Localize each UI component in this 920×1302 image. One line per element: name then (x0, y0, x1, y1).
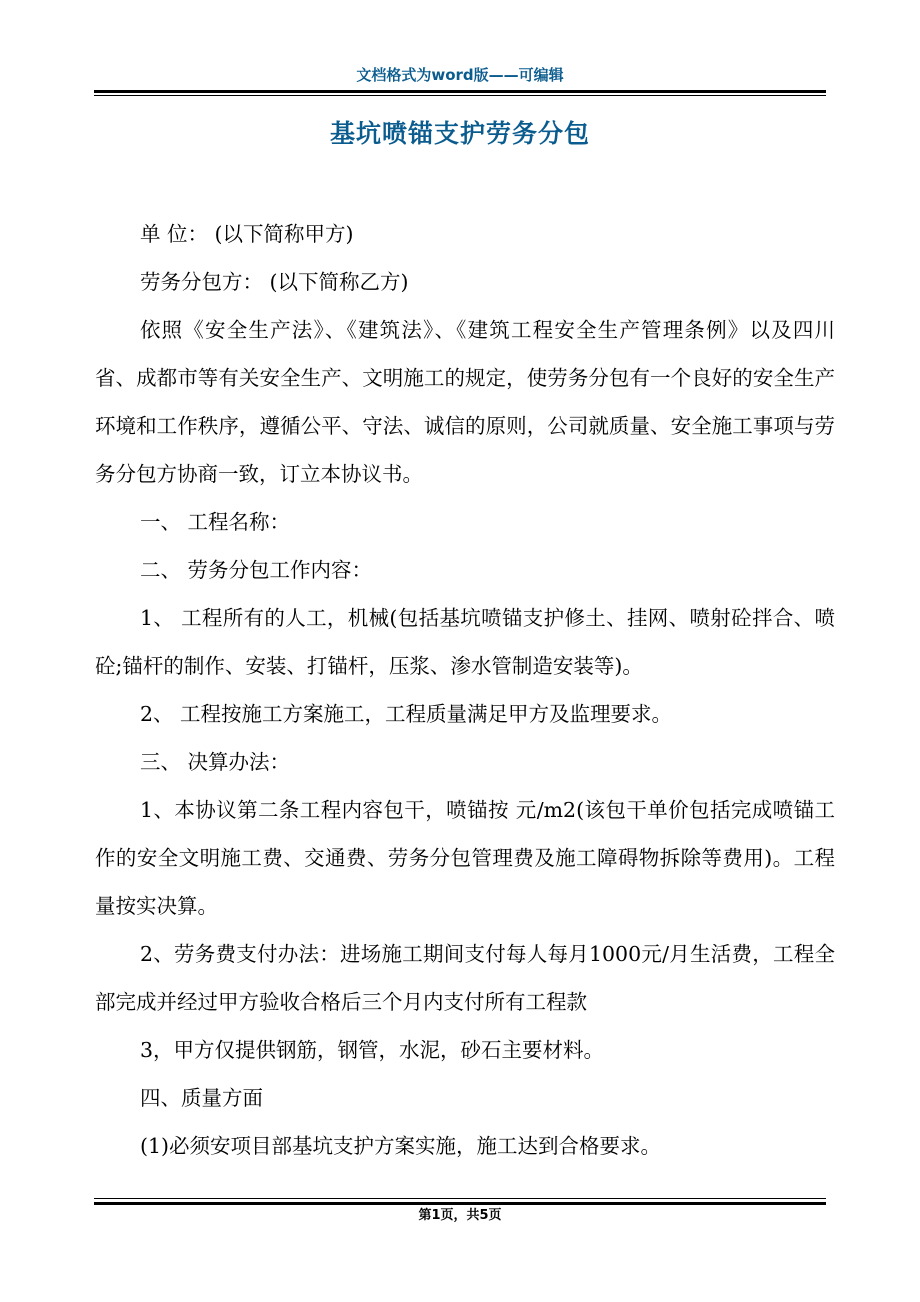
paragraph: 2、 工程按施工方案施工，工程质量满足甲方及监理要求。 (140, 702, 673, 726)
paragraph: 四、质量方面 (140, 1086, 263, 1110)
footer-rule-thick (94, 1202, 826, 1205)
document-body (95, 210, 835, 1170)
footer-rule-thin (94, 1198, 826, 1199)
page-header-text: 文档格式为word版——可编辑 (356, 66, 564, 84)
paragraph: (1)必须安项目部基坑支护方案实施，施工达到合格要求。 (140, 1134, 662, 1158)
paragraph: 依照《安全生产法》、《建筑法》、《建筑工程安全生产管理条例》以及四川省、成都市等有关安全生产、文明施工的规定，使劳务分包有一个良好的安全生产环境和工作秩序，遵循公平、守法、诚信的原则，公司就质量、安全施工事项与劳务分包方协商一致，订立本协议书。 (95, 318, 835, 486)
paragraph: 单 位： (以下简称甲方) (140, 222, 354, 246)
paragraph: 1、本协议第二条工程内容包干，喷锚按 元/m2(该包干单价包括完成喷锚工作的安全文明施工费、交通费、劳务分包管理费及施工障碍物拆除等费用)。工程量按实决算。 (95, 798, 835, 918)
paragraph: 3，甲方仅提供钢筋，钢管，水泥，砂石主要材料。 (140, 1038, 605, 1062)
paragraph: 劳务分包方： (以下简称乙方) (140, 270, 409, 294)
paragraph: 1、 工程所有的人工，机械(包括基坑喷锚支护修土、挂网、喷射砼拌合、喷砼;锚杆的制作、安装、打锚杆，压浆、渗水管制造安装等)。 (95, 606, 835, 678)
page-number: 第1页，共5页 (418, 1208, 502, 1223)
paragraph: 二、 劳务分包工作内容： (140, 558, 373, 582)
paragraph: 一、 工程名称： (140, 510, 291, 534)
paragraph: 2、劳务费支付办法：进场施工期间支付每人每月1000元/月生活费，工程全部完成并经过甲方验收合格后三个月内支付所有工程款 (95, 942, 835, 1014)
document-title: 基坑喷锚支护劳务分包 (329, 119, 590, 148)
paragraph: 三、 决算办法： (140, 750, 291, 774)
header-rule-thin (94, 95, 826, 96)
header-rule-thick (94, 90, 826, 93)
